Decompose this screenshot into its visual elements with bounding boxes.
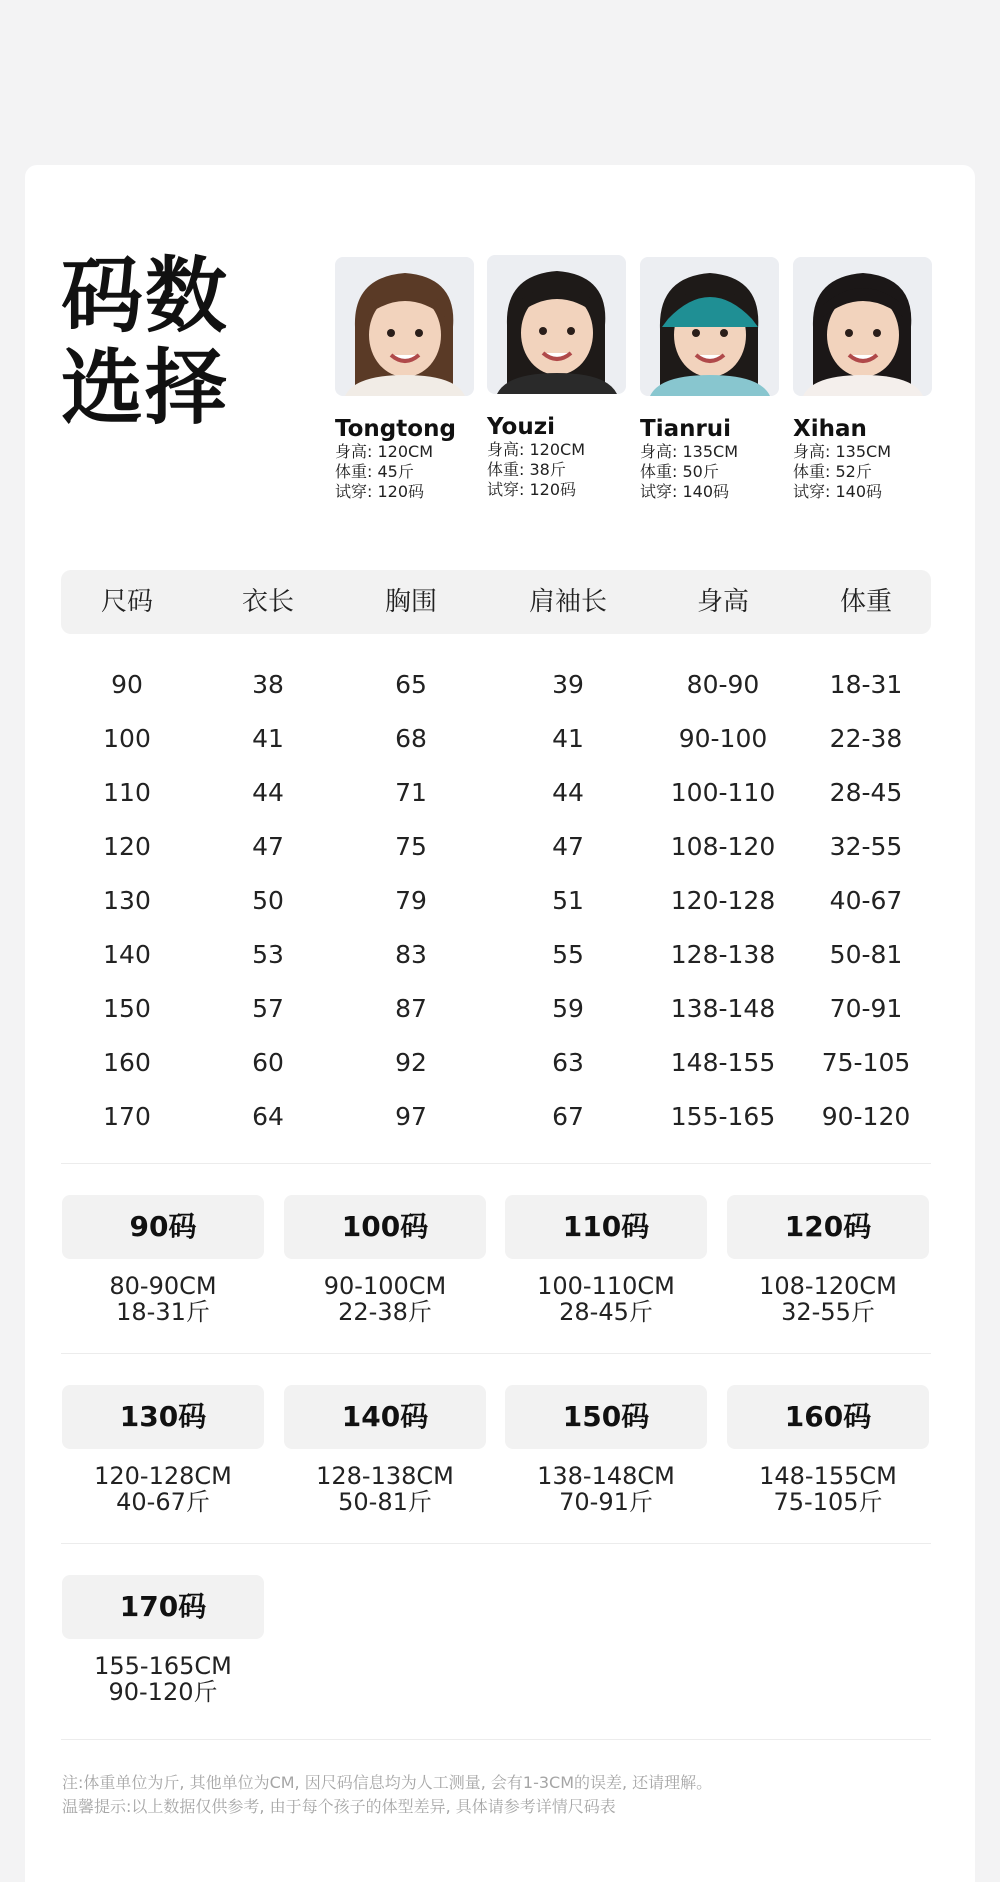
column-header: 肩袖长: [528, 587, 607, 617]
model-name: Tongtong: [335, 416, 456, 442]
model-tried-size: 试穿: 120码: [487, 480, 577, 499]
table-cell: 97: [395, 1102, 427, 1131]
table-cell: 138-148: [670, 994, 776, 1023]
size-height-range: 90-100CM: [323, 1272, 447, 1300]
table-row: [61, 928, 931, 982]
table-cell: 40-67: [829, 886, 903, 915]
size-label: 90码: [62, 1195, 264, 1259]
model-tried-size: 试穿: 140码: [793, 482, 883, 501]
table-cell: 130: [103, 886, 151, 915]
table-cell: 110: [103, 778, 151, 807]
model-height: 身高: 120CM: [335, 442, 433, 461]
size-label: 120码: [727, 1195, 929, 1259]
table-cell: 53: [252, 940, 284, 969]
page-title: [61, 251, 229, 435]
model-tried-size: 试穿: 120码: [335, 482, 425, 501]
size-table-body: [61, 658, 931, 1144]
model-height: 身高: 120CM: [487, 440, 585, 459]
table-row: [61, 820, 931, 874]
table-cell: 83: [395, 940, 427, 969]
table-cell: 148-155: [670, 1048, 776, 1077]
table-cell: 63: [552, 1048, 584, 1077]
model-height: 身高: 135CM: [793, 442, 891, 461]
table-cell: 128-138: [670, 940, 776, 969]
table-cell: 75-105: [821, 1048, 911, 1077]
table-cell: 41: [552, 724, 584, 753]
size-guide-card: [25, 165, 975, 1882]
table-cell: 120-128: [670, 886, 776, 915]
table-cell: 50: [252, 886, 284, 915]
table-cell: 51: [552, 886, 584, 915]
footnotes: [62, 1771, 942, 1819]
size-card: [727, 1195, 929, 1325]
table-cell: 32-55: [829, 832, 903, 861]
table-cell: 59: [552, 994, 584, 1023]
table-cell: 39: [552, 670, 584, 699]
table-cell: 79: [395, 886, 427, 915]
table-cell: 100-110: [670, 778, 776, 807]
table-row: [61, 712, 931, 766]
table-cell: 140: [103, 940, 151, 969]
table-cell: 38: [252, 670, 284, 699]
table-cell: 120: [103, 832, 151, 861]
model-card: [640, 257, 780, 502]
table-row: [61, 874, 931, 928]
section-divider: [61, 1543, 931, 1544]
model-name: Tianrui: [640, 416, 732, 442]
model-card: [793, 257, 933, 502]
table-cell: 60: [252, 1048, 284, 1077]
table-cell: 55: [552, 940, 584, 969]
column-header: 身高: [696, 587, 749, 617]
size-label: 150码: [505, 1385, 707, 1449]
size-label: 170码: [62, 1575, 264, 1639]
model-photo: [793, 257, 932, 396]
column-header: 体重: [839, 587, 892, 617]
table-cell: 44: [252, 778, 284, 807]
table-cell: 57: [252, 994, 284, 1023]
size-height-range: 128-138CM: [316, 1462, 454, 1490]
size-height-range: 80-90CM: [109, 1272, 217, 1300]
model-name: Xihan: [793, 416, 867, 442]
portrait-image: [487, 255, 626, 394]
table-cell: 155-165: [670, 1102, 776, 1131]
section-divider: [61, 1353, 931, 1354]
model-tried-size: 试穿: 140码: [640, 482, 730, 501]
size-card: [62, 1195, 264, 1325]
table-cell: 170: [103, 1102, 151, 1131]
size-weight-range: 22-38斤: [338, 1298, 432, 1326]
model-height: 身高: 135CM: [640, 442, 738, 461]
size-card: [62, 1385, 264, 1515]
size-height-range: 108-120CM: [759, 1272, 897, 1300]
size-label: 110码: [505, 1195, 707, 1259]
size-weight-range: 28-45斤: [559, 1298, 653, 1326]
table-row: [61, 658, 931, 712]
table-cell: 160: [103, 1048, 151, 1077]
table-row: [61, 982, 931, 1036]
title-line-2: 选择: [61, 341, 230, 436]
table-cell: 70-91: [829, 994, 903, 1023]
table-cell: 87: [395, 994, 427, 1023]
size-weight-range: 18-31斤: [116, 1298, 210, 1326]
model-weight: 体重: 45斤: [335, 462, 414, 481]
column-header: 衣长: [241, 587, 294, 617]
footnote-unit: 注:体重单位为斤, 其他单位为CM, 因尺码信息均为人工测量, 会有1-3CM的误差, 还请理解。: [62, 1773, 713, 1792]
size-height-range: 138-148CM: [537, 1462, 675, 1490]
size-height-range: 120-128CM: [94, 1462, 232, 1490]
size-label: 140码: [284, 1385, 486, 1449]
portrait-image: [793, 257, 932, 396]
size-card: [505, 1195, 707, 1325]
size-weight-range: 40-67斤: [116, 1488, 210, 1516]
table-cell: 80-90: [686, 670, 760, 699]
table-cell: 108-120: [670, 832, 776, 861]
footnote-tip: 温馨提示:以上数据仅供参考, 由于每个孩子的体型差异, 具体请参考详情尺码表: [62, 1797, 616, 1816]
size-weight-range: 90-120斤: [108, 1678, 218, 1706]
model-card: [487, 255, 627, 500]
section-divider: [61, 1739, 931, 1740]
size-height-range: 148-155CM: [759, 1462, 897, 1490]
model-weight: 体重: 52斤: [793, 462, 872, 481]
section-divider: [61, 1163, 931, 1164]
table-cell: 44: [552, 778, 584, 807]
model-photo: [335, 257, 474, 396]
size-label: 100码: [284, 1195, 486, 1259]
size-card: [284, 1385, 486, 1515]
table-cell: 65: [395, 670, 427, 699]
size-height-range: 155-165CM: [94, 1652, 232, 1680]
table-cell: 18-31: [829, 670, 903, 699]
table-cell: 75: [395, 832, 427, 861]
table-cell: 90-120: [821, 1102, 911, 1131]
size-card: [505, 1385, 707, 1515]
table-cell: 92: [395, 1048, 427, 1077]
model-photo: [640, 257, 779, 396]
size-weight-range: 70-91斤: [559, 1488, 653, 1516]
size-label: 160码: [727, 1385, 929, 1449]
table-cell: 150: [103, 994, 151, 1023]
size-height-range: 100-110CM: [537, 1272, 675, 1300]
size-card: [727, 1385, 929, 1515]
model-weight: 体重: 50斤: [640, 462, 719, 481]
model-photo: [487, 255, 626, 394]
title-line-1: 码数: [61, 249, 230, 344]
table-cell: 100: [103, 724, 151, 753]
table-cell: 64: [252, 1102, 284, 1131]
column-header: 胸围: [384, 587, 437, 617]
size-weight-range: 32-55斤: [781, 1298, 875, 1326]
model-weight: 体重: 38斤: [487, 460, 566, 479]
table-cell: 47: [552, 832, 584, 861]
size-card: [284, 1195, 486, 1325]
portrait-image: [640, 257, 779, 396]
size-label: 130码: [62, 1385, 264, 1449]
size-card: [62, 1575, 264, 1705]
model-name: Youzi: [487, 414, 555, 440]
table-cell: 67: [552, 1102, 584, 1131]
table-row: [61, 1036, 931, 1090]
size-weight-range: 75-105斤: [773, 1488, 883, 1516]
size-table-header: [61, 570, 931, 634]
table-cell: 90-100: [678, 724, 768, 753]
table-cell: 22-38: [829, 724, 903, 753]
portrait-image: [335, 257, 474, 396]
table-cell: 71: [395, 778, 427, 807]
table-cell: 90: [111, 670, 143, 699]
table-cell: 47: [252, 832, 284, 861]
size-weight-range: 50-81斤: [338, 1488, 432, 1516]
table-cell: 50-81: [829, 940, 903, 969]
model-card: [335, 257, 475, 502]
table-cell: 68: [395, 724, 427, 753]
table-cell: 28-45: [829, 778, 903, 807]
table-row: [61, 766, 931, 820]
table-row: [61, 1090, 931, 1144]
column-header: 尺码: [100, 587, 153, 617]
table-cell: 41: [252, 724, 284, 753]
